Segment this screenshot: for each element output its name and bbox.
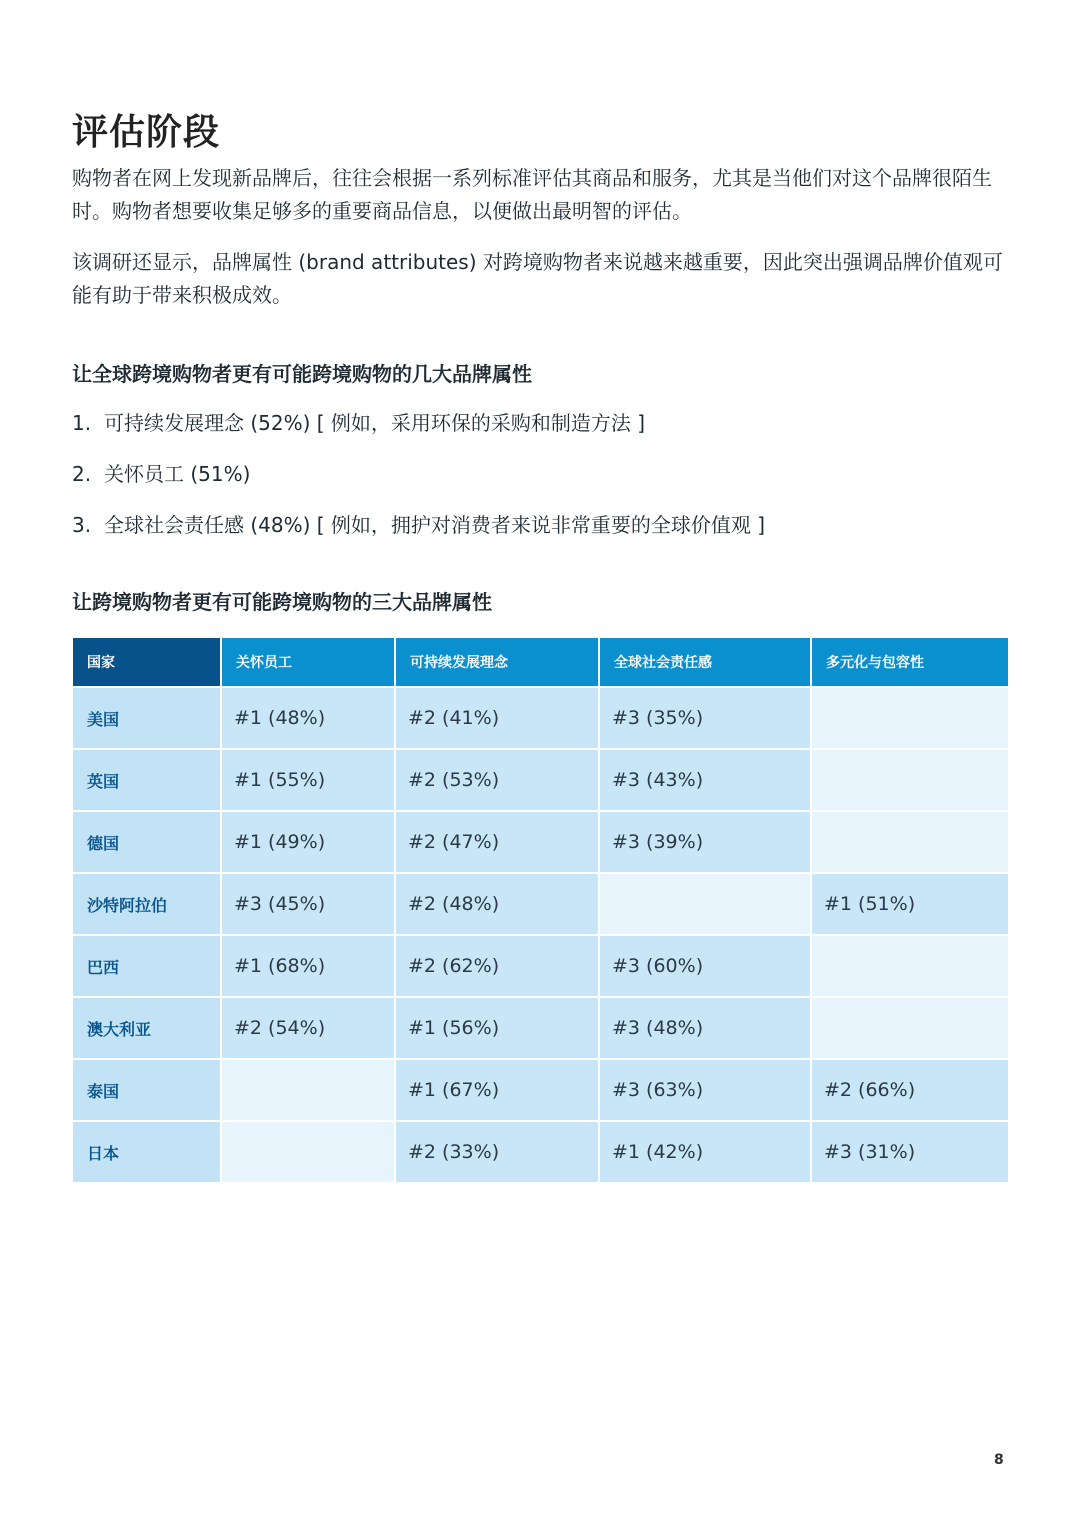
table-cell: #3 (43%) (600, 750, 810, 810)
table-cell-empty (812, 936, 1008, 996)
table-cell: #2 (33%) (396, 1122, 598, 1182)
table-cell-empty (812, 688, 1008, 748)
table-cell: #3 (48%) (600, 998, 810, 1058)
table-cell-empty (222, 1122, 394, 1182)
table-cell-empty (812, 812, 1008, 872)
list-item (72, 508, 765, 559)
table-cell: #1 (51%) (812, 874, 1008, 934)
list-number: 1. (72, 411, 92, 435)
table-cell: #1 (49%) (222, 812, 394, 872)
table-cell-empty (812, 998, 1008, 1058)
row-country: 美国 (73, 688, 220, 748)
header-care-employees: 关怀员工 (222, 638, 394, 686)
table-cell: #2 (47%) (396, 812, 598, 872)
row-country: 巴西 (73, 936, 220, 996)
list-item (72, 406, 765, 457)
row-country: 泰国 (73, 1060, 220, 1120)
attribute-list (72, 406, 765, 559)
table-cell: #2 (54%) (222, 998, 394, 1058)
header-sustainability: 可持续发展理念 (396, 638, 598, 686)
table-cell: #2 (48%) (396, 874, 598, 934)
table-cell: #1 (48%) (222, 688, 394, 748)
intro-paragraph: 购物者在网上发现新品牌后，往往会根据一系列标准评估其商品和服务，尤其是当他们对这个品牌很陌生时。购物者想要收集足够多的重要商品信息，以便做出最明智的评估。 (72, 166, 992, 223)
table-cell: #2 (53%) (396, 750, 598, 810)
page-title: 评估阶段 (72, 112, 221, 153)
list-item (72, 457, 765, 508)
row-country: 德国 (73, 812, 220, 872)
table-cell: #1 (56%) (396, 998, 598, 1058)
table-cell-empty (222, 1060, 394, 1120)
table-cell-empty (812, 750, 1008, 810)
global-attributes-heading: 让全球跨境购物者更有可能跨境购物的几大品牌属性 (72, 362, 532, 386)
table-cell: #1 (55%) (222, 750, 394, 810)
list-number: 3. (72, 513, 92, 537)
header-social-responsibility: 全球社会责任感 (600, 638, 810, 686)
page-number: 8 (994, 1452, 1004, 1468)
row-country: 英国 (73, 750, 220, 810)
list-text: 可持续发展理念 (52%) [ 例如，采用环保的采购和制造方法 ] (104, 411, 646, 435)
table-grid (73, 638, 1008, 1182)
table-cell: #3 (60%) (600, 936, 810, 996)
table-cell: #1 (67%) (396, 1060, 598, 1120)
row-country: 日本 (73, 1122, 220, 1182)
header-diversity-inclusion: 多元化与包容性 (812, 638, 1008, 686)
table-cell: #2 (66%) (812, 1060, 1008, 1120)
header-country: 国家 (73, 638, 220, 686)
attributes-table (73, 638, 1008, 1182)
row-country: 沙特阿拉伯 (73, 874, 220, 934)
brand-attributes-paragraph: 该调研还显示，品牌属性 (brand attributes) 对跨境购物者来说越来越重要，因此突出强调品牌价值观可能有助于带来积极成效。 (72, 250, 1003, 307)
list-text: 全球社会责任感 (48%) [ 例如，拥护对消费者来说非常重要的全球价值观 ] (104, 513, 766, 537)
table-cell: #2 (41%) (396, 688, 598, 748)
table-cell: #2 (62%) (396, 936, 598, 996)
list-number: 2. (72, 462, 92, 486)
table-cell: #3 (63%) (600, 1060, 810, 1120)
row-country: 澳大利亚 (73, 998, 220, 1058)
table-heading: 让跨境购物者更有可能跨境购物的三大品牌属性 (72, 590, 492, 614)
table-cell: #3 (45%) (222, 874, 394, 934)
table-cell: #3 (39%) (600, 812, 810, 872)
table-cell-empty (600, 874, 810, 934)
table-cell: #3 (35%) (600, 688, 810, 748)
table-cell: #1 (68%) (222, 936, 394, 996)
table-cell: #1 (42%) (600, 1122, 810, 1182)
table-cell: #3 (31%) (812, 1122, 1008, 1182)
list-text: 关怀员工 (51%) (104, 462, 251, 486)
